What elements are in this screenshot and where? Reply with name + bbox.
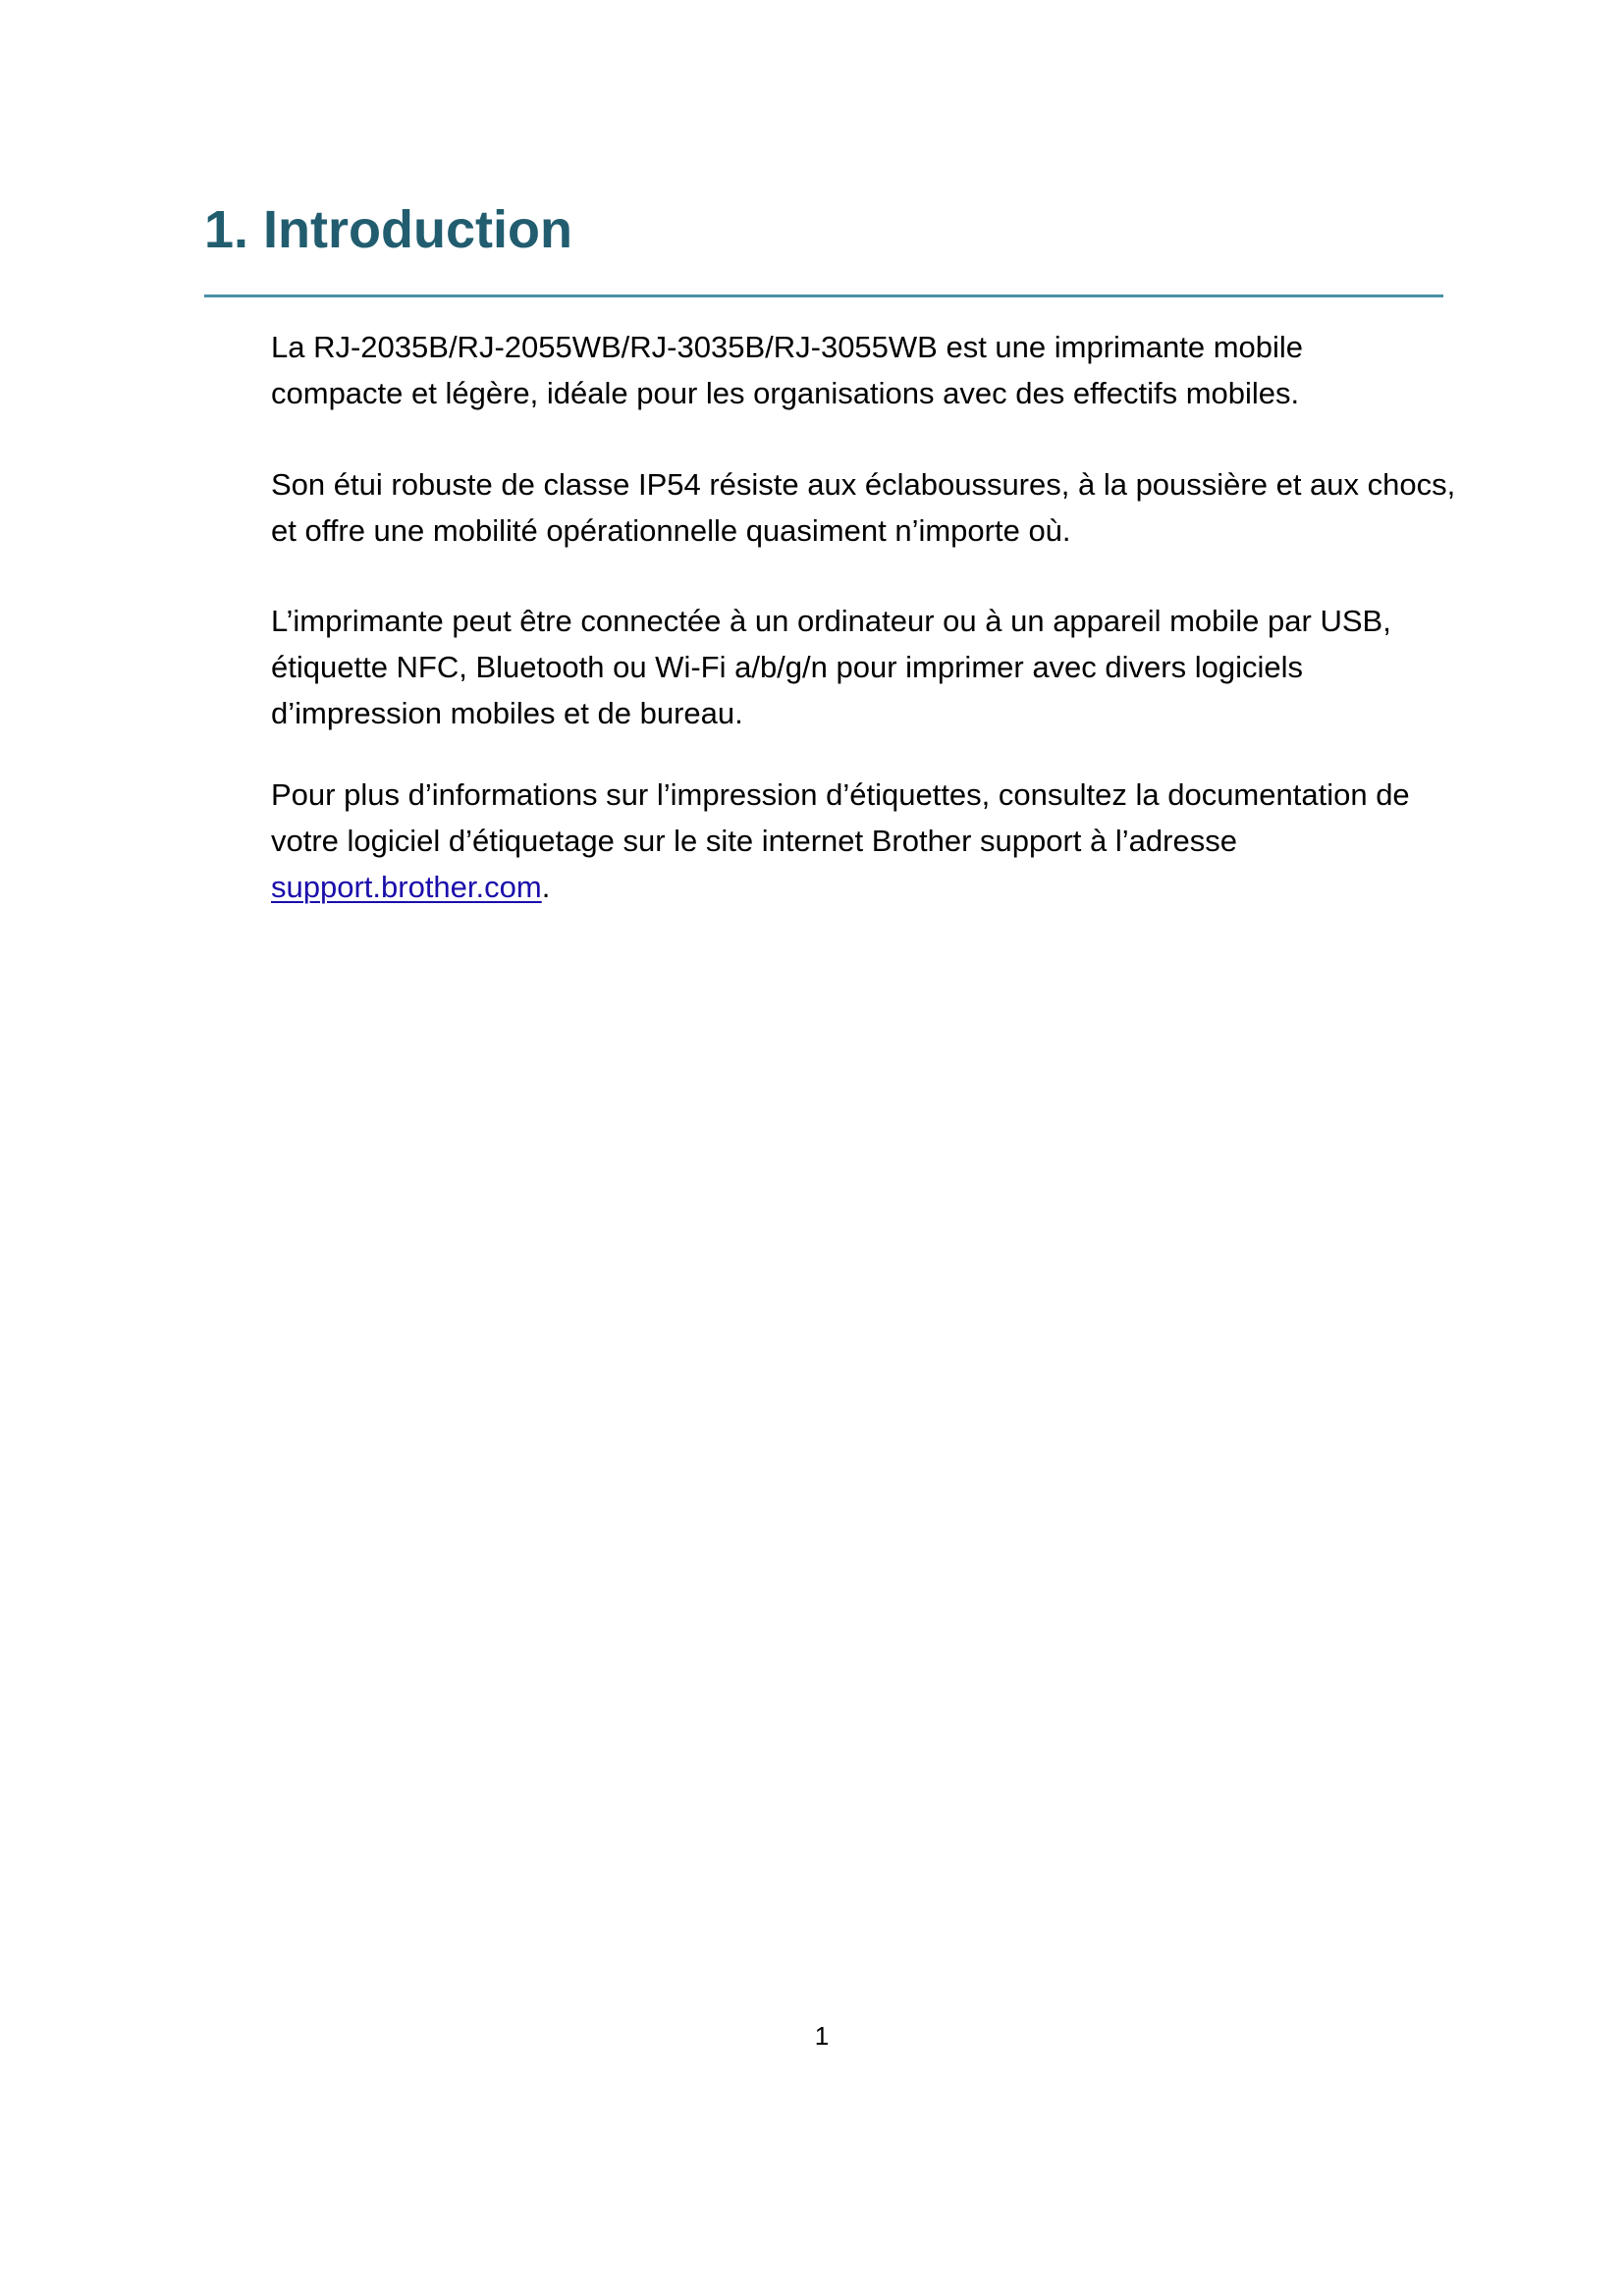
paragraph-intro xyxy=(271,324,1479,416)
paragraph-more-info xyxy=(271,772,1479,910)
paragraph-line: étiquette NFC, Bluetooth ou Wi-Fi a/b/g/n pour imprimer avec divers logiciels xyxy=(271,650,1303,684)
heading-divider xyxy=(204,294,1443,297)
paragraph-durability xyxy=(271,461,1479,554)
section-heading: 1. Introduction xyxy=(204,200,572,259)
paragraph-line: et offre une mobilité opérationnelle quasiment n’importe où. xyxy=(271,513,1071,548)
paragraph-line: d’impression mobiles et de bureau. xyxy=(271,696,743,730)
paragraph-line: Pour plus d’informations sur l’impression d’étiquettes, consultez la documentation de xyxy=(271,777,1410,812)
paragraph-line: votre logiciel d’étiquetage sur le site internet Brother support à l’adresse xyxy=(271,824,1237,858)
paragraph-line: L’imprimante peut être connectée à un ordinateur ou à un appareil mobile par USB, xyxy=(271,604,1391,638)
paragraph-line: compacte et légère, idéale pour les organisations avec des effectifs mobiles. xyxy=(271,376,1300,410)
paragraph-line: Son étui robuste de classe IP54 résiste aux éclaboussures, à la poussière et aux chocs, xyxy=(271,467,1456,502)
paragraph-connectivity xyxy=(271,598,1479,736)
link-trailing-period: . xyxy=(541,870,551,904)
page-number: 1 xyxy=(814,2021,830,2051)
paragraph-line-link xyxy=(271,864,1479,910)
support-link[interactable]: support.brother.com xyxy=(271,870,542,904)
paragraph-line: La RJ-2035B/RJ-2055WB/RJ-3035B/RJ-3055WB est une imprimante mobile xyxy=(271,330,1304,364)
